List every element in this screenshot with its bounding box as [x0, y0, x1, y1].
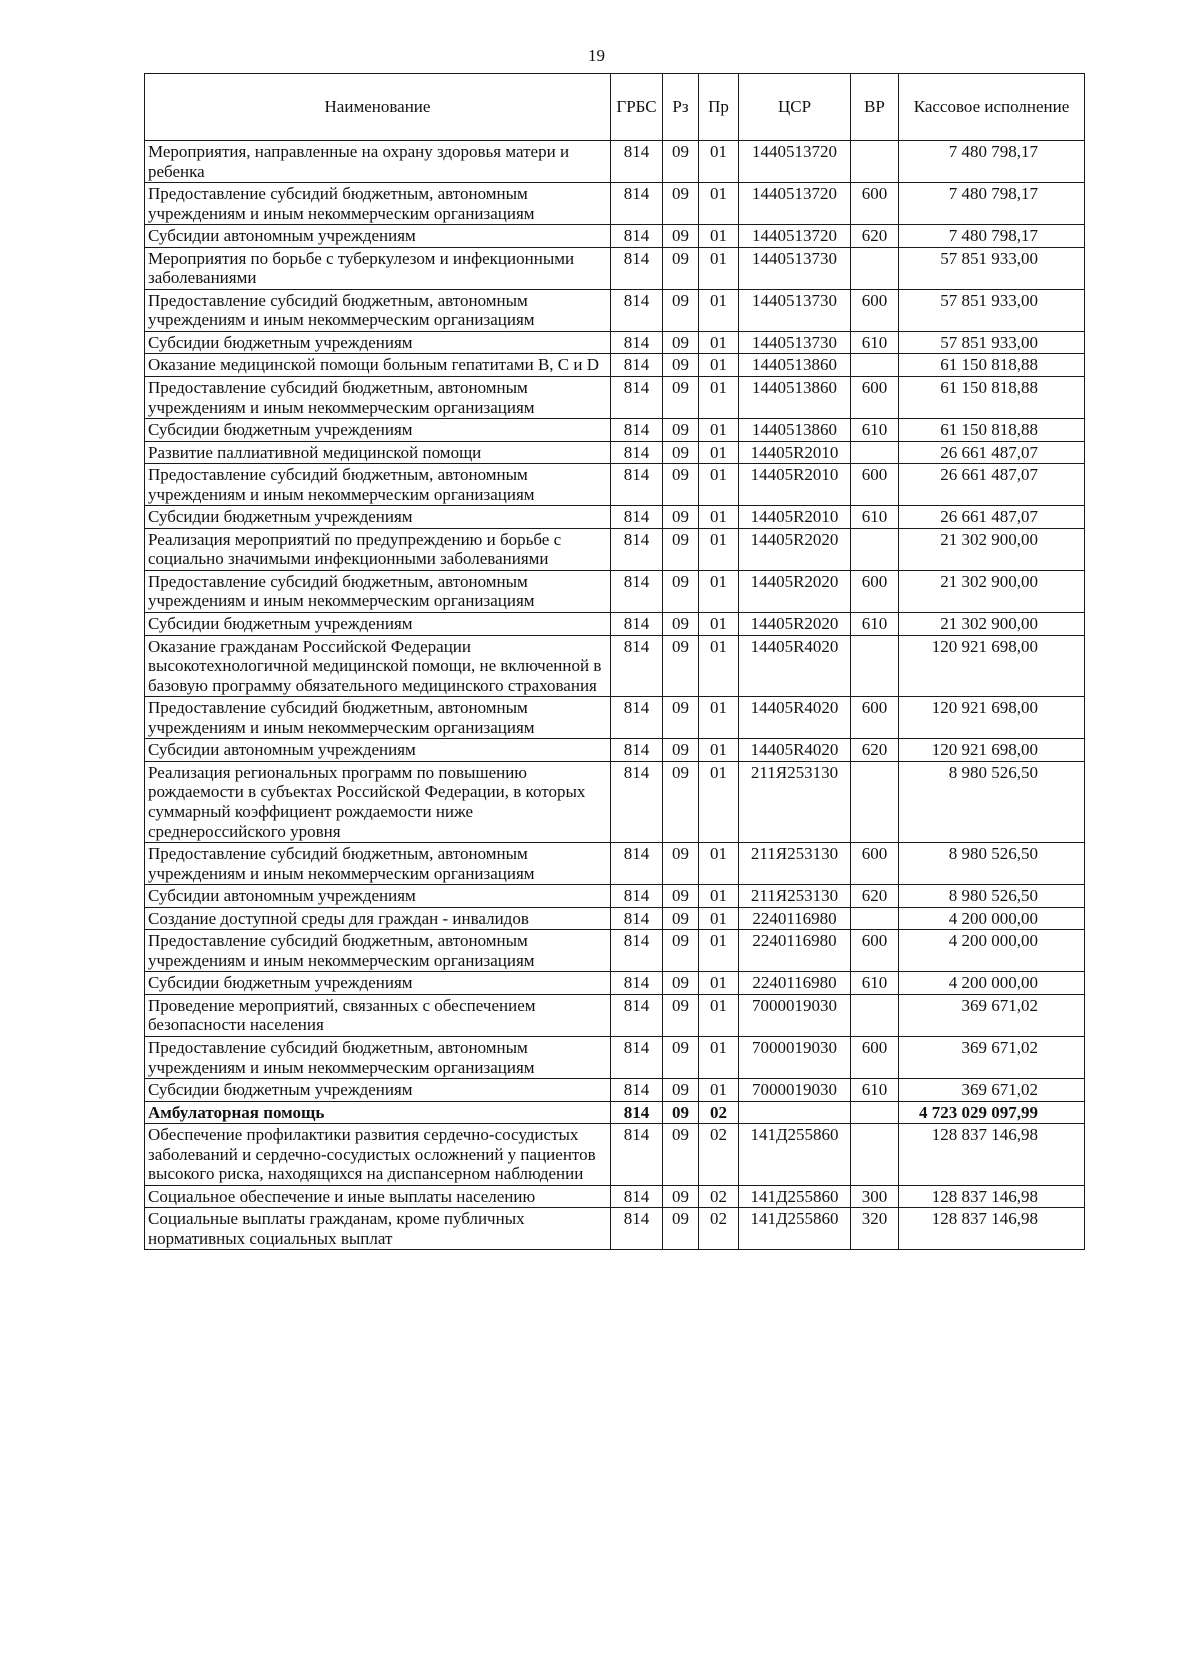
row-pr-cell: 01 — [699, 613, 739, 636]
table-row — [145, 377, 1085, 419]
table-row — [145, 972, 1085, 995]
row-csr-cell: 211Я253130 — [739, 761, 851, 842]
row-csr-cell: 14405R4020 — [739, 697, 851, 739]
row-name-cell: Предоставление субсидий бюджетным, автономным учреждениям и иным некоммерческим организациям — [145, 930, 611, 972]
row-vr-cell: 300 — [851, 1185, 899, 1208]
row-csr-cell: 141Д255860 — [739, 1208, 851, 1250]
row-sum-cell: 8 980 526,50 — [899, 761, 1085, 842]
row-vr-cell — [851, 247, 899, 289]
table-row — [145, 761, 1085, 842]
row-pr-cell: 01 — [699, 141, 739, 183]
row-name-cell: Реализация мероприятий по предупреждению и борьбе с социально значимыми инфекционными заболеваниями — [145, 528, 611, 570]
row-vr-cell — [851, 635, 899, 697]
row-name-cell: Обеспечение профилактики развития сердечно-сосудистых заболеваний и сердечно-сосудистых осложнений у пациентов высокого риска, находящихся на диспансерном наблюдении — [145, 1124, 611, 1186]
row-pr-cell: 01 — [699, 761, 739, 842]
row-vr-cell: 600 — [851, 1036, 899, 1078]
row-pr-cell: 01 — [699, 635, 739, 697]
row-sum-cell: 61 150 818,88 — [899, 354, 1085, 377]
table-row — [145, 1101, 1085, 1124]
row-csr-cell: 14405R2010 — [739, 506, 851, 529]
row-name-cell: Субсидии бюджетным учреждениям — [145, 331, 611, 354]
row-grbs-cell: 814 — [611, 247, 663, 289]
row-vr-cell — [851, 354, 899, 377]
row-csr-cell: 7000019030 — [739, 1079, 851, 1102]
row-csr-cell: 14405R2020 — [739, 613, 851, 636]
row-csr-cell: 14405R2010 — [739, 441, 851, 464]
row-rz-cell: 09 — [663, 354, 699, 377]
row-rz-cell: 09 — [663, 377, 699, 419]
row-grbs-cell: 814 — [611, 464, 663, 506]
header-sum: Кассовое исполнение — [899, 74, 1085, 141]
row-csr-cell: 141Д255860 — [739, 1124, 851, 1186]
row-pr-cell: 01 — [699, 441, 739, 464]
header-rz: Рз — [663, 74, 699, 141]
row-vr-cell — [851, 907, 899, 930]
row-name-cell: Социальное обеспечение и иные выплаты населению — [145, 1185, 611, 1208]
row-csr-cell: 14405R2020 — [739, 528, 851, 570]
row-csr-cell: 1440513720 — [739, 183, 851, 225]
row-pr-cell: 02 — [699, 1208, 739, 1250]
row-sum-cell: 57 851 933,00 — [899, 289, 1085, 331]
table-row — [145, 1124, 1085, 1186]
row-rz-cell: 09 — [663, 506, 699, 529]
table-row — [145, 506, 1085, 529]
row-pr-cell: 01 — [699, 419, 739, 442]
row-rz-cell: 09 — [663, 635, 699, 697]
row-csr-cell: 7000019030 — [739, 994, 851, 1036]
row-rz-cell: 09 — [663, 697, 699, 739]
row-sum-cell: 4 200 000,00 — [899, 930, 1085, 972]
budget-execution-table — [144, 73, 1085, 1250]
row-pr-cell: 01 — [699, 247, 739, 289]
row-sum-cell: 7 480 798,17 — [899, 183, 1085, 225]
row-vr-cell: 610 — [851, 972, 899, 995]
row-grbs-cell: 814 — [611, 972, 663, 995]
row-sum-cell: 21 302 900,00 — [899, 613, 1085, 636]
row-name-cell: Субсидии автономным учреждениям — [145, 739, 611, 762]
row-pr-cell: 01 — [699, 528, 739, 570]
row-grbs-cell: 814 — [611, 1036, 663, 1078]
row-name-cell: Предоставление субсидий бюджетным, автономным учреждениям и иным некоммерческим организациям — [145, 183, 611, 225]
row-csr-cell: 14405R4020 — [739, 635, 851, 697]
row-vr-cell: 600 — [851, 697, 899, 739]
row-csr-cell: 2240116980 — [739, 972, 851, 995]
row-rz-cell: 09 — [663, 183, 699, 225]
table-row — [145, 843, 1085, 885]
row-sum-cell: 57 851 933,00 — [899, 247, 1085, 289]
row-pr-cell: 01 — [699, 994, 739, 1036]
row-sum-cell: 26 661 487,07 — [899, 506, 1085, 529]
row-csr-cell: 1440513720 — [739, 225, 851, 248]
row-rz-cell: 09 — [663, 930, 699, 972]
row-name-cell: Реализация региональных программ по повышению рождаемости в субъектах Российской Федерации, в которых суммарный коэффициент рождаемости ниже среднероссийского уровня — [145, 761, 611, 842]
table-row — [145, 1036, 1085, 1078]
row-rz-cell: 09 — [663, 1208, 699, 1250]
row-csr-cell: 141Д255860 — [739, 1185, 851, 1208]
row-csr-cell: 7000019030 — [739, 1036, 851, 1078]
row-name-cell: Субсидии автономным учреждениям — [145, 225, 611, 248]
row-name-cell: Субсидии автономным учреждениям — [145, 885, 611, 908]
row-pr-cell: 01 — [699, 1079, 739, 1102]
row-sum-cell: 128 837 146,98 — [899, 1208, 1085, 1250]
row-name-cell: Социальные выплаты гражданам, кроме публичных нормативных социальных выплат — [145, 1208, 611, 1250]
row-name-cell: Субсидии бюджетным учреждениям — [145, 1079, 611, 1102]
row-pr-cell: 01 — [699, 843, 739, 885]
row-vr-cell: 600 — [851, 183, 899, 225]
header-vr: ВР — [851, 74, 899, 141]
row-rz-cell: 09 — [663, 1101, 699, 1124]
row-vr-cell — [851, 761, 899, 842]
row-vr-cell: 610 — [851, 613, 899, 636]
table-body — [145, 141, 1085, 1250]
table-row — [145, 289, 1085, 331]
row-name-cell: Предоставление субсидий бюджетным, автономным учреждениям и иным некоммерческим организациям — [145, 377, 611, 419]
row-grbs-cell: 814 — [611, 570, 663, 612]
row-pr-cell: 01 — [699, 377, 739, 419]
row-vr-cell — [851, 441, 899, 464]
row-grbs-cell: 814 — [611, 613, 663, 636]
row-grbs-cell: 814 — [611, 528, 663, 570]
row-grbs-cell: 814 — [611, 1185, 663, 1208]
row-rz-cell: 09 — [663, 885, 699, 908]
row-grbs-cell: 814 — [611, 697, 663, 739]
row-pr-cell: 01 — [699, 225, 739, 248]
table-row — [145, 907, 1085, 930]
table-row — [145, 331, 1085, 354]
row-sum-cell: 128 837 146,98 — [899, 1124, 1085, 1186]
row-name-cell: Оказание медицинской помощи больным гепатитами В, С и D — [145, 354, 611, 377]
table-row — [145, 141, 1085, 183]
row-sum-cell: 26 661 487,07 — [899, 464, 1085, 506]
row-csr-cell: 211Я253130 — [739, 885, 851, 908]
row-sum-cell: 120 921 698,00 — [899, 739, 1085, 762]
table-row — [145, 697, 1085, 739]
table-row — [145, 441, 1085, 464]
row-sum-cell: 128 837 146,98 — [899, 1185, 1085, 1208]
row-sum-cell: 4 200 000,00 — [899, 972, 1085, 995]
table-row — [145, 613, 1085, 636]
table-row — [145, 183, 1085, 225]
row-name-cell: Проведение мероприятий, связанных с обеспечением безопасности населения — [145, 994, 611, 1036]
row-rz-cell: 09 — [663, 1185, 699, 1208]
row-pr-cell: 02 — [699, 1124, 739, 1186]
row-name-cell: Предоставление субсидий бюджетным, автономным учреждениям и иным некоммерческим организациям — [145, 570, 611, 612]
table-row — [145, 994, 1085, 1036]
row-csr-cell: 2240116980 — [739, 907, 851, 930]
row-pr-cell: 01 — [699, 1036, 739, 1078]
header-grbs: ГРБС — [611, 74, 663, 141]
row-pr-cell: 01 — [699, 885, 739, 908]
row-csr-cell: 1440513730 — [739, 247, 851, 289]
table-row — [145, 635, 1085, 697]
row-grbs-cell: 814 — [611, 843, 663, 885]
row-csr-cell: 14405R2010 — [739, 464, 851, 506]
row-vr-cell: 320 — [851, 1208, 899, 1250]
row-vr-cell: 600 — [851, 289, 899, 331]
row-rz-cell: 09 — [663, 225, 699, 248]
row-name-cell: Развитие паллиативной медицинской помощи — [145, 441, 611, 464]
row-vr-cell: 600 — [851, 843, 899, 885]
row-pr-cell: 01 — [699, 354, 739, 377]
table-row — [145, 739, 1085, 762]
row-sum-cell: 8 980 526,50 — [899, 843, 1085, 885]
row-grbs-cell: 814 — [611, 761, 663, 842]
row-sum-cell: 120 921 698,00 — [899, 635, 1085, 697]
row-vr-cell: 620 — [851, 739, 899, 762]
row-grbs-cell: 814 — [611, 930, 663, 972]
row-csr-cell: 2240116980 — [739, 930, 851, 972]
row-pr-cell: 01 — [699, 570, 739, 612]
table-row — [145, 419, 1085, 442]
row-rz-cell: 09 — [663, 739, 699, 762]
table-row — [145, 1185, 1085, 1208]
row-vr-cell: 610 — [851, 506, 899, 529]
table-row — [145, 885, 1085, 908]
row-pr-cell: 01 — [699, 930, 739, 972]
row-sum-cell: 7 480 798,17 — [899, 225, 1085, 248]
row-csr-cell: 1440513860 — [739, 377, 851, 419]
table-row — [145, 225, 1085, 248]
row-pr-cell: 01 — [699, 506, 739, 529]
row-vr-cell: 610 — [851, 1079, 899, 1102]
row-csr-cell: 1440513730 — [739, 331, 851, 354]
row-grbs-cell: 814 — [611, 635, 663, 697]
row-vr-cell: 620 — [851, 885, 899, 908]
table-row — [145, 930, 1085, 972]
table-row — [145, 1079, 1085, 1102]
row-pr-cell: 01 — [699, 331, 739, 354]
row-csr-cell: 211Я253130 — [739, 843, 851, 885]
row-grbs-cell: 814 — [611, 1208, 663, 1250]
row-vr-cell: 600 — [851, 377, 899, 419]
row-vr-cell: 610 — [851, 419, 899, 442]
row-pr-cell: 01 — [699, 739, 739, 762]
row-pr-cell: 01 — [699, 972, 739, 995]
row-name-cell: Создание доступной среды для граждан - инвалидов — [145, 907, 611, 930]
page-number: 19 — [588, 46, 605, 65]
row-rz-cell: 09 — [663, 907, 699, 930]
row-name-cell: Субсидии бюджетным учреждениям — [145, 419, 611, 442]
row-grbs-cell: 814 — [611, 183, 663, 225]
table-row — [145, 354, 1085, 377]
row-csr-cell: 14405R2020 — [739, 570, 851, 612]
row-rz-cell: 09 — [663, 247, 699, 289]
table-row — [145, 1208, 1085, 1250]
row-sum-cell: 369 671,02 — [899, 994, 1085, 1036]
row-name-cell: Предоставление субсидий бюджетным, автономным учреждениям и иным некоммерческим организациям — [145, 1036, 611, 1078]
row-sum-cell: 8 980 526,50 — [899, 885, 1085, 908]
row-name-cell: Субсидии бюджетным учреждениям — [145, 613, 611, 636]
row-sum-cell: 21 302 900,00 — [899, 570, 1085, 612]
row-grbs-cell: 814 — [611, 141, 663, 183]
row-csr-cell: 1440513720 — [739, 141, 851, 183]
row-grbs-cell: 814 — [611, 506, 663, 529]
row-sum-cell: 369 671,02 — [899, 1079, 1085, 1102]
row-pr-cell: 01 — [699, 464, 739, 506]
row-csr-cell: 1440513860 — [739, 354, 851, 377]
row-rz-cell: 09 — [663, 441, 699, 464]
row-grbs-cell: 814 — [611, 419, 663, 442]
row-sum-cell: 369 671,02 — [899, 1036, 1085, 1078]
row-sum-cell: 7 480 798,17 — [899, 141, 1085, 183]
row-vr-cell — [851, 1124, 899, 1186]
row-name-cell: Предоставление субсидий бюджетным, автономным учреждениям и иным некоммерческим организациям — [145, 289, 611, 331]
row-grbs-cell: 814 — [611, 225, 663, 248]
row-rz-cell: 09 — [663, 464, 699, 506]
row-rz-cell: 09 — [663, 528, 699, 570]
row-rz-cell: 09 — [663, 613, 699, 636]
row-rz-cell: 09 — [663, 972, 699, 995]
row-rz-cell: 09 — [663, 994, 699, 1036]
row-name-cell: Мероприятия по борьбе с туберкулезом и инфекционными заболеваниями — [145, 247, 611, 289]
table-row — [145, 464, 1085, 506]
row-sum-cell: 4 723 029 097,99 — [899, 1101, 1085, 1124]
row-grbs-cell: 814 — [611, 885, 663, 908]
row-name-cell: Предоставление субсидий бюджетным, автономным учреждениям и иным некоммерческим организациям — [145, 843, 611, 885]
row-vr-cell — [851, 528, 899, 570]
row-rz-cell: 09 — [663, 1124, 699, 1186]
header-name: Наименование — [145, 74, 611, 141]
row-rz-cell: 09 — [663, 843, 699, 885]
row-sum-cell: 21 302 900,00 — [899, 528, 1085, 570]
row-rz-cell: 09 — [663, 141, 699, 183]
row-csr-cell: 1440513730 — [739, 289, 851, 331]
row-vr-cell — [851, 141, 899, 183]
row-grbs-cell: 814 — [611, 377, 663, 419]
row-vr-cell — [851, 994, 899, 1036]
row-pr-cell: 01 — [699, 289, 739, 331]
row-name-cell: Оказание гражданам Российской Федерации высокотехнологичной медицинской помощи, не включенной в базовую программу обязательного медицинского страхования — [145, 635, 611, 697]
row-rz-cell: 09 — [663, 289, 699, 331]
row-rz-cell: 09 — [663, 570, 699, 612]
row-rz-cell: 09 — [663, 1079, 699, 1102]
row-pr-cell: 01 — [699, 907, 739, 930]
row-name-cell: Предоставление субсидий бюджетным, автономным учреждениям и иным некоммерческим организациям — [145, 464, 611, 506]
row-vr-cell — [851, 1101, 899, 1124]
row-rz-cell: 09 — [663, 761, 699, 842]
row-name-cell: Субсидии бюджетным учреждениям — [145, 506, 611, 529]
header-pr: Пр — [699, 74, 739, 141]
row-grbs-cell: 814 — [611, 354, 663, 377]
row-name-cell: Мероприятия, направленные на охрану здоровья матери и ребенка — [145, 141, 611, 183]
row-rz-cell: 09 — [663, 419, 699, 442]
row-pr-cell: 01 — [699, 697, 739, 739]
row-rz-cell: 09 — [663, 331, 699, 354]
row-vr-cell: 610 — [851, 331, 899, 354]
row-rz-cell: 09 — [663, 1036, 699, 1078]
row-sum-cell: 61 150 818,88 — [899, 419, 1085, 442]
row-name-cell: Субсидии бюджетным учреждениям — [145, 972, 611, 995]
row-sum-cell: 57 851 933,00 — [899, 331, 1085, 354]
row-grbs-cell: 814 — [611, 1124, 663, 1186]
row-grbs-cell: 814 — [611, 289, 663, 331]
row-pr-cell: 02 — [699, 1185, 739, 1208]
row-grbs-cell: 814 — [611, 907, 663, 930]
row-grbs-cell: 814 — [611, 1079, 663, 1102]
header-csr: ЦСР — [739, 74, 851, 141]
row-name-cell: Предоставление субсидий бюджетным, автономным учреждениям и иным некоммерческим организациям — [145, 697, 611, 739]
row-pr-cell: 01 — [699, 183, 739, 225]
row-csr-cell: 1440513860 — [739, 419, 851, 442]
row-csr-cell — [739, 1101, 851, 1124]
row-sum-cell: 120 921 698,00 — [899, 697, 1085, 739]
row-grbs-cell: 814 — [611, 994, 663, 1036]
row-pr-cell: 02 — [699, 1101, 739, 1124]
table-row — [145, 247, 1085, 289]
row-grbs-cell: 814 — [611, 739, 663, 762]
row-sum-cell: 26 661 487,07 — [899, 441, 1085, 464]
row-grbs-cell: 814 — [611, 441, 663, 464]
row-csr-cell: 14405R4020 — [739, 739, 851, 762]
table-header-row — [145, 74, 1085, 141]
row-vr-cell: 600 — [851, 930, 899, 972]
row-vr-cell: 620 — [851, 225, 899, 248]
table-row — [145, 528, 1085, 570]
row-name-cell: Амбулаторная помощь — [145, 1101, 611, 1124]
row-grbs-cell: 814 — [611, 331, 663, 354]
row-vr-cell: 600 — [851, 464, 899, 506]
row-sum-cell: 61 150 818,88 — [899, 377, 1085, 419]
table-row — [145, 570, 1085, 612]
row-sum-cell: 4 200 000,00 — [899, 907, 1085, 930]
row-vr-cell: 600 — [851, 570, 899, 612]
row-grbs-cell: 814 — [611, 1101, 663, 1124]
